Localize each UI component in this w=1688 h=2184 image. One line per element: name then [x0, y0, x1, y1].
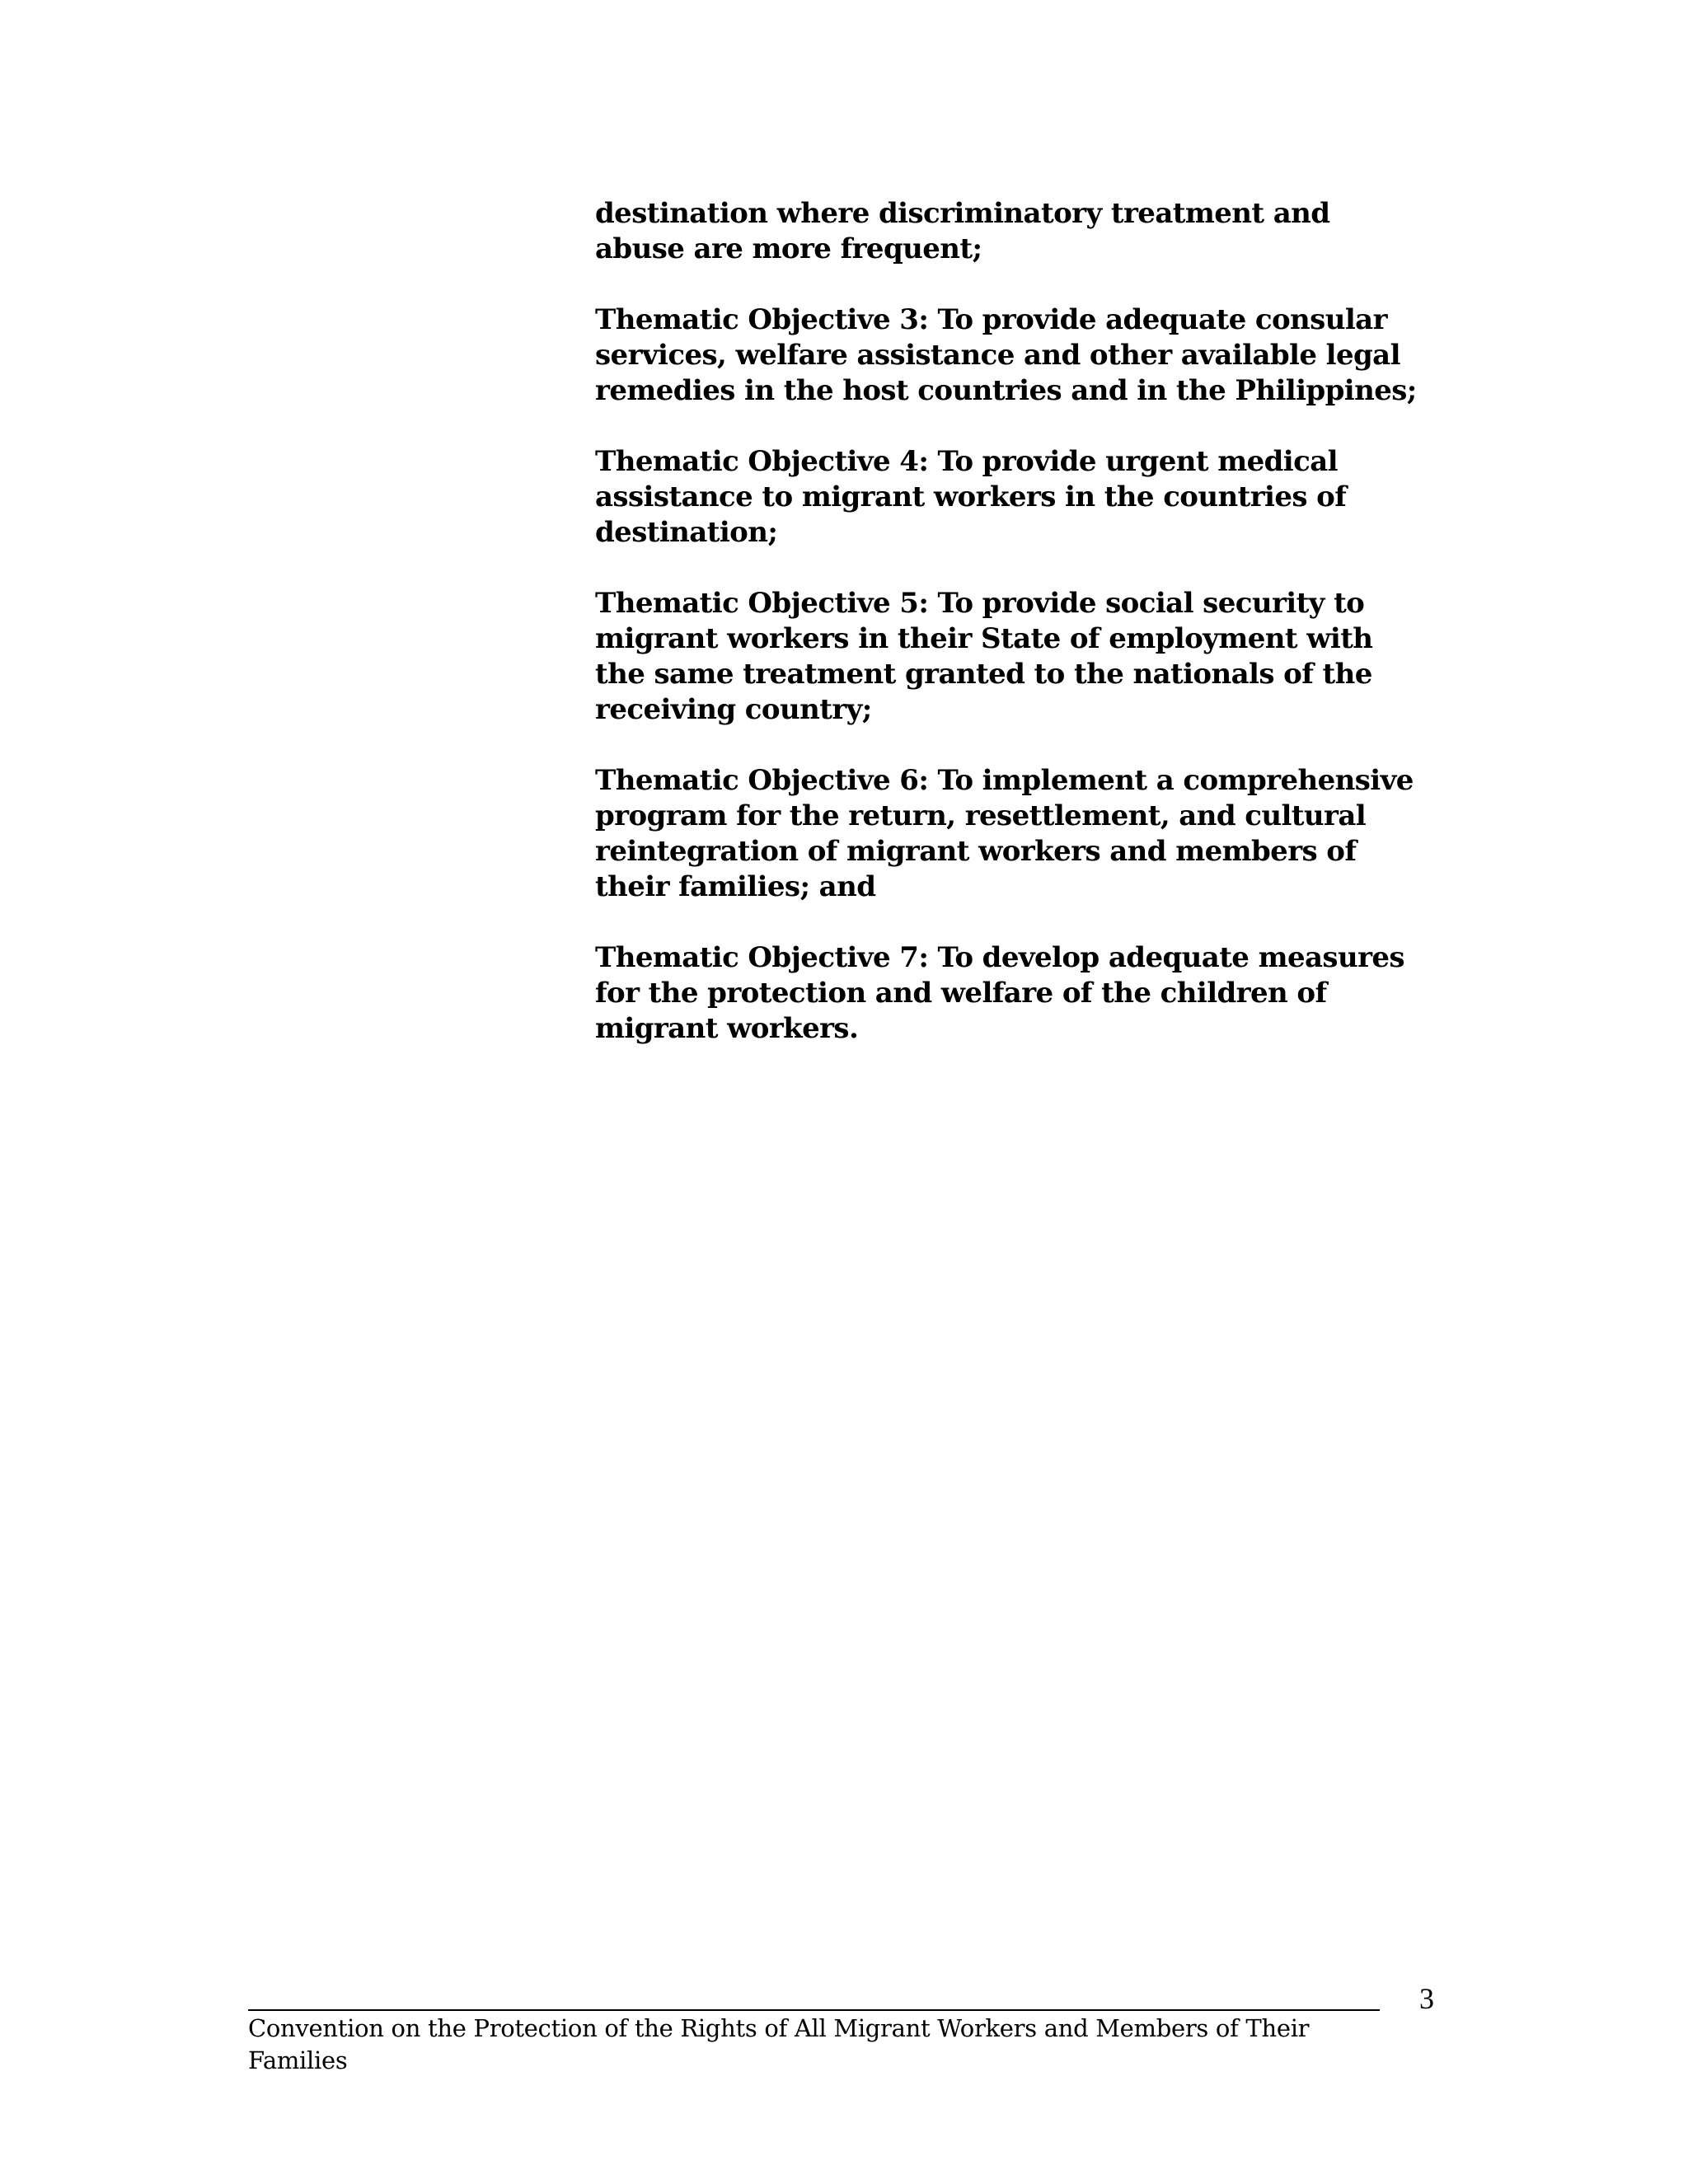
paragraph-continuation: destination where discriminatory treatment and abuse are more frequent; — [595, 197, 1330, 265]
page-number: 3 — [1419, 1982, 1434, 2015]
paragraph-thematic-objective-4: Thematic Objective 4: To provide urgent medical assistance to migrant workers in the countries of destination; — [595, 445, 1347, 549]
paragraph-thematic-objective-6: Thematic Objective 6: To implement a comprehensive program for the return, resettlement, and cultural reintegration of migrant workers and members of their families; and — [595, 764, 1414, 903]
paragraph-thematic-objective-5: Thematic Objective 5: To provide social security to migrant workers in their State of employment with the same treatment granted to the nationals of the receiving country; — [595, 587, 1373, 726]
footer-divider — [248, 2009, 1380, 2011]
paragraph-thematic-objective-7: Thematic Objective 7: To develop adequate measures for the protection and welfare of the children of migrant workers. — [595, 941, 1404, 1045]
document-body — [595, 196, 1419, 1047]
footer-text: Convention on the Protection of the Rights of All Migrant Workers and Members of Their Families — [248, 2014, 1310, 2074]
paragraph-thematic-objective-3: Thematic Objective 3: To provide adequate consular services, welfare assistance and other available legal remedies in the host countries and in the Philippines; — [595, 303, 1417, 407]
